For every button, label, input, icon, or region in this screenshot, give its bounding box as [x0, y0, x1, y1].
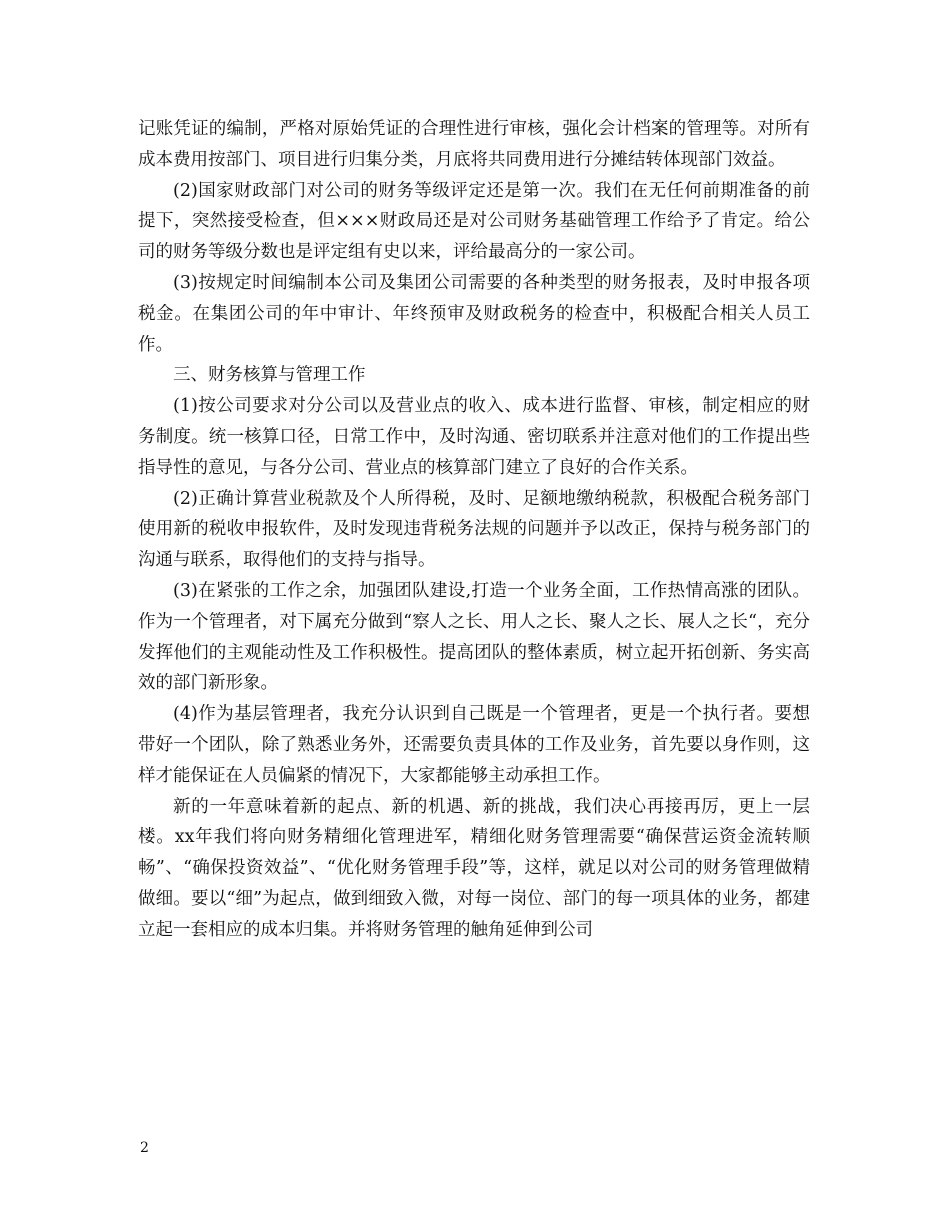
paragraph-new-year: 新的一年意味着新的起点、新的机遇、新的挑战，我们决心再接再厉，更上一层楼。xx年我们将向财务精细化管理进军，精细化财务管理需要“确保营运资金流转顺畅”、“确保投资效益”、“优化财务管理手段”等，这样，就足以对公司的财务管理做精做细。要以“细”为起点，做到细致入微，对每一岗位、部门的每一项具体的业务，都建立起一套相应的成本归集。并将财务管理的触角延伸到公司 — [138, 796, 810, 940]
document-body — [138, 114, 810, 946]
paragraph-item-3-reports: (3)按规定时间编制本公司及集团公司需要的各种类型的财务报表，及时申报各项税金。在集团公司的年中审计、年终预审及财政税务的检查中，积极配合相关人员工作。 — [138, 272, 810, 355]
paragraph-item-3-team: (3)在紧张的工作之余，加强团队建设,打造一个业务全面，工作热情高涨的团队。作为一个管理者，对下属充分做到“察人之长、用人之长、聚人之长、展人之长“，充分发挥他们的主观能动性及工作积极性。提高团队的整体素质，树立起开拓创新、务实高效的部门新形象。 — [138, 580, 810, 694]
paragraph-item-4-manager: (4)作为基层管理者，我充分认识到自己既是一个管理者，更是一个执行者。要想带好一个团队，除了熟悉业务外，还需要负责具体的工作及业务，首先要以身作则，这样才能保证在人员偏紧的情况下，大家都能够主动承担工作。 — [138, 704, 810, 786]
paragraph-item-1-supervision: (1)按公司要求对分公司以及营业点的收入、成本进行监督、审核，制定相应的财务制度。统一核算口径，日常工作中，及时沟通、密切联系并注意对他们的工作提出些指导性的意见，与各分公司、营业点的核算部门建立了良好的合作关系。 — [138, 396, 810, 478]
paragraph-continuation: 记账凭证的编制，严格对原始凭证的合理性进行审核，强化会计档案的管理等。对所有成本费用按部门、项目进行归集分类，月底将共同费用进行分摊结转体现部门效益。 — [138, 119, 810, 170]
section-heading: 三、财务核算与管理工作 — [173, 365, 366, 386]
paragraph-item-2-rating: (2)国家财政部门对公司的财务等级评定还是第一次。我们在无任何前期准备的前提下，突然接受检查，但×××财政局还是对公司财务基础管理工作给予了肯定。给公司的财务等级分数也是评定组有史以来，评给最高分的一家公司。 — [138, 180, 810, 263]
paragraph-item-2-tax: (2)正确计算营业税款及个人所得税，及时、足额地缴纳税款，积极配合税务部门使用新的税收申报软件，及时发现违背税务法规的问题并予以改正，保持与税务部门的沟通与联系，取得他们的支持与指导。 — [138, 488, 810, 571]
page-number: 2 — [140, 1140, 149, 1156]
